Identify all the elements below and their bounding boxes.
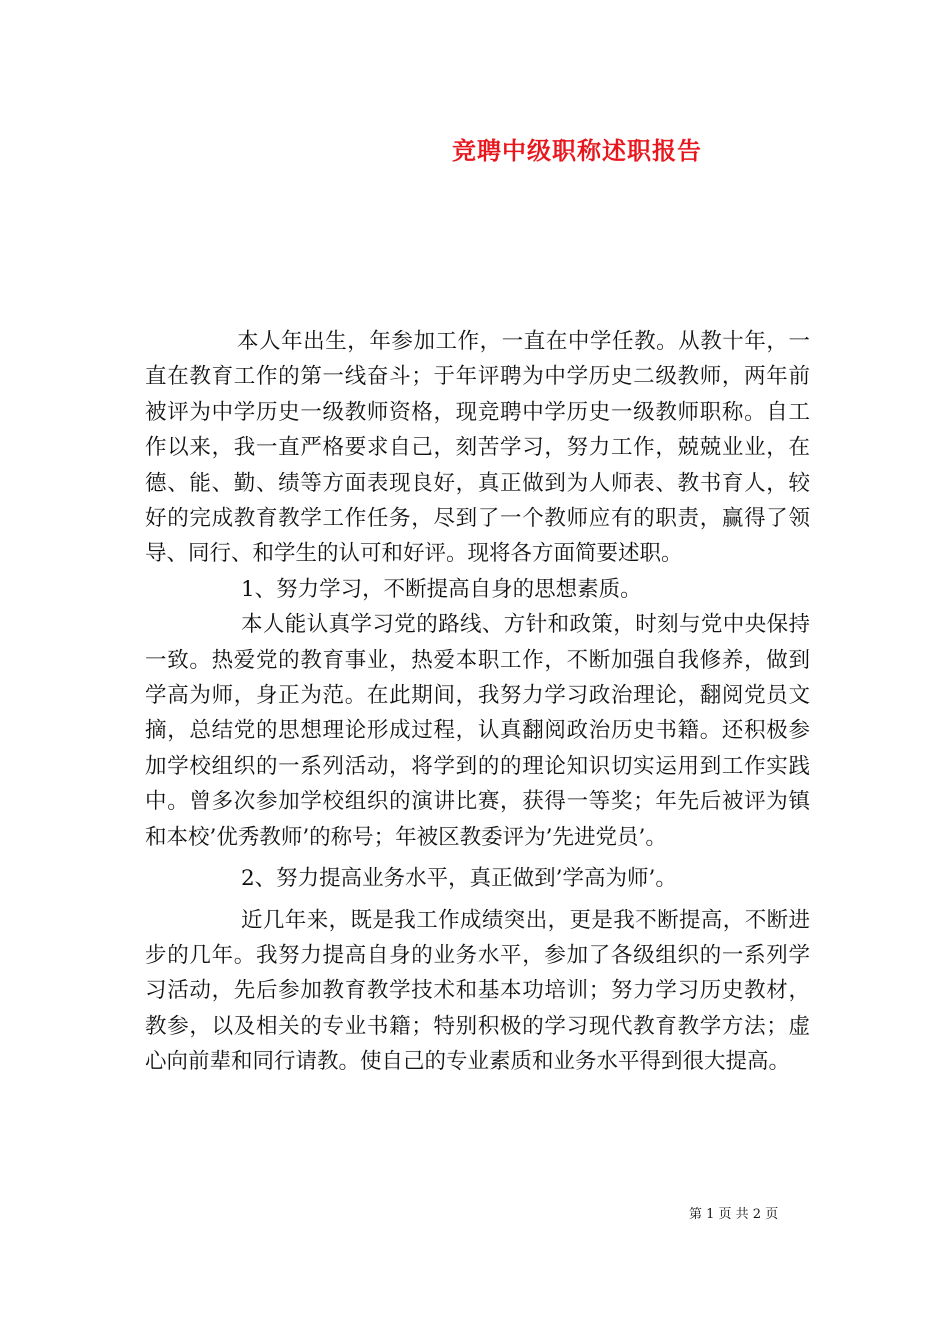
section-heading-2: 2、努力提高业务水平，真正做到’学高为师’。 bbox=[241, 866, 677, 892]
section-heading-1: 1、努力学习，不断提高自身的思想素质。 bbox=[241, 576, 642, 602]
page-footer: 第 1 页 共 2 页 bbox=[689, 1207, 779, 1222]
paragraph-section-2: 近几年来，既是我工作成绩突出，更是我不断提高，不断进步的几年。我努力提高自身的业务水平，参加了各级组织的一系列学习活动，先后参加教育教学技术和基本功培训；努力学习历史教材，教参，以及相关的专业书籍；特别积极的学习现代教育教学方法；虚心向前辈和同行请教。使自己的专业素质和业务水平得到很大提高。 bbox=[145, 907, 810, 1075]
document-body bbox=[145, 324, 810, 1080]
paragraph-intro: 本人年出生，年参加工作，一直在中学任教。从教十年，一直在教育工作的第一线奋斗；于年评聘为中学历史二级教师，两年前被评为中学历史一级教师资格，现竞聘中学历史一级教师职称。自工作以来，我一直严格要求自己，刻苦学习，努力工作，兢兢业业，在德、能、勤、绩等方面表现良好，真正做到为人师表、教书育人，较好的完成教育教学工作任务，尽到了一个教师应有的职责，赢得了领导、同行、和学生的认可和好评。现将各方面简要述职。 bbox=[145, 329, 810, 567]
document-title: 竞聘中级职称述职报告 bbox=[452, 136, 702, 165]
paragraph-section-1: 本人能认真学习党的路线、方针和政策，时刻与党中央保持一致。热爱党的教育事业，热爱本职工作，不断加强自我修养，做到学高为师，身正为范。在此期间，我努力学习政治理论，翻阅党员文摘，总结党的思想理论形成过程，认真翻阅政治历史书籍。还积极参加学校组织的一系列活动，将学到的的理论知识切实运用到工作实践中。曾多次参加学校组织的演讲比赛，获得一等奖；年先后被评为镇和本校’优秀教师’的称号；年被区教委评为’先进党员’。 bbox=[145, 612, 810, 850]
